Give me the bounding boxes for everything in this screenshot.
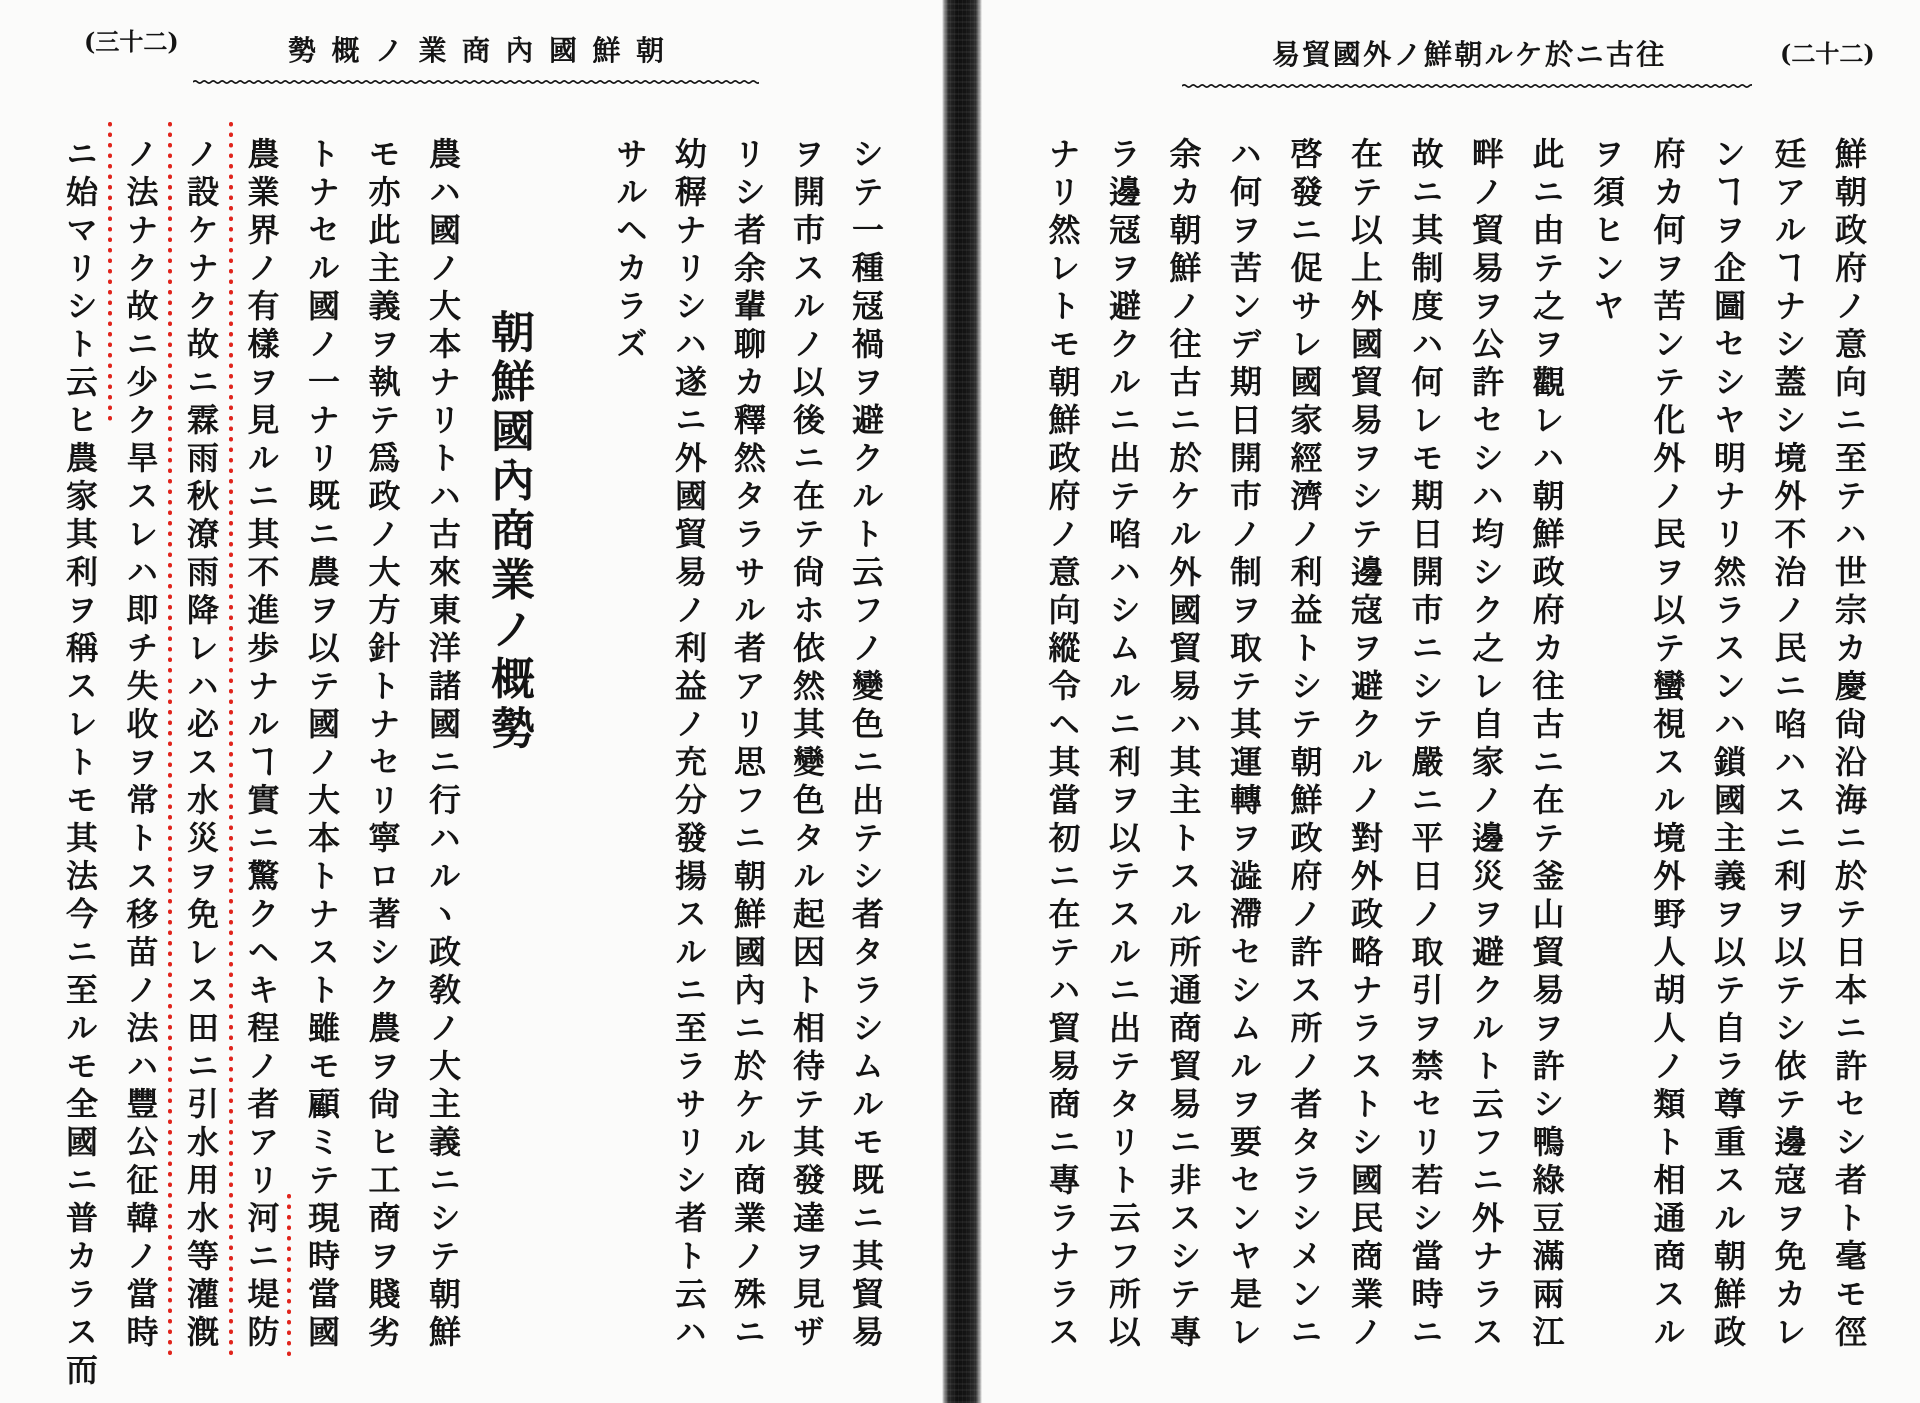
text-column: ラ邊冦ヲ避クルニ出テ啗ハシムルニ利ヲ以テスルニ出テタリト云フ所以 xyxy=(1104,137,1142,1353)
text-column: ノ設ケナク故ニ霖雨秋潦雨降レハ必ス水災ヲ免レス田ニ引水用水等灌漑 xyxy=(182,137,220,1353)
text-column: モ亦此主義ヲ執テ爲政ノ大方針トナセリ寧ロ著シク農ヲ尙ヒ工商ヲ賤劣 xyxy=(363,137,402,1353)
text-column: ンヿヲ企圖セシヤ明ナリ然ラスンハ鎖國主義ヲ以テ自ラ尊重スル朝鮮政 xyxy=(1709,137,1747,1353)
text-column: シテ一種冦禍ヲ避クルト云フノ變色ニ出テシ者タラシムルモ既ニ其貿易 xyxy=(847,137,885,1353)
text-column: 廷アルヿナシ蓋シ境外不治ノ民ニ啗ハスニ利ヲ以テシ依テ邊寇ヲ免カレ xyxy=(1769,137,1808,1353)
running-header: 朝鮮國內商業ノ概勢 xyxy=(288,34,680,67)
right-page xyxy=(982,0,1920,1403)
text-column: 幼稺ナリシハ遂ニ外國貿易ノ利益ノ充分發揚スルニ至ラサリシ者ト云ハ xyxy=(670,137,708,1353)
text-column: リシ者余輩聊カ釋然タラサル者アリ思フニ朝鮮國內ニ於ケル商業ノ殊ニ xyxy=(729,137,767,1353)
page-number: (二十二) xyxy=(1780,39,1875,68)
binding-gutter xyxy=(942,0,982,1403)
text-column: 鮮朝政府ノ意向ニ至テハ世宗カ慶尙沿海ニ於テ日本ニ許セシ者ト毫モ徑 xyxy=(1830,137,1868,1353)
text-column: ナリ然レトモ朝鮮政府ノ意向縱令ヘ其當初ニ在テハ貿易商ニ專ラナラス xyxy=(1043,137,1082,1353)
left-page xyxy=(0,0,942,1403)
header-wavy-rule xyxy=(1182,80,1752,92)
text-column: トナセル國ノ一ナリ既ニ農ヲ以テ國ノ大本トナスト雖モ顧ミテ現時當國 xyxy=(303,137,341,1353)
red-annotation-layer xyxy=(0,0,942,1403)
text-column: 府カ何ヲ苦ンテ化外ノ民ヲ以テ蠻視スル境外野人胡人ノ類ト相通商スル xyxy=(1648,137,1687,1353)
text-column: 啓發ニ促サレ國家經濟ノ利益トシテ朝鮮政府ノ許ス所ノ者タラシメンニ xyxy=(1285,137,1324,1353)
section-heading: 朝鮮國內商業ノ概勢 xyxy=(483,309,534,755)
text-column: 故ニ其制度ハ何レモ期日開市ニシテ嚴ニ平日ノ取引ヲ禁セリ若シ當時ニ xyxy=(1406,137,1445,1353)
text-column: 畔ノ貿易ヲ公許セシハ均シク之レ自家ノ邊災ヲ避クルト云フニ外ナラス xyxy=(1467,137,1505,1353)
running-header: 往古ニ於ケル朝鮮ノ外國貿易 xyxy=(1272,38,1667,71)
text-column: ヲ開市スルノ以後ニ在テ尙ホ依然其變色タル起因ト相待テ其發達ヲ見ザ xyxy=(788,137,826,1353)
text-column: ヲ須ヒンヤ xyxy=(1588,137,1626,327)
text-column: ハ何ヲ苦ンデ期日開市ノ制ヲ取テ其運轉ヲ澁滯セシムルヲ要センヤ是レ xyxy=(1225,137,1263,1353)
page-number: (二十三) xyxy=(84,27,179,56)
text-column: サルヘカラズ xyxy=(611,137,649,365)
text-column: ノ法ナク故ニ少ク旱スレハ即チ失收ヲ常トス移苗ノ法ハ豐公征韓ノ當時 xyxy=(121,137,160,1353)
text-column: 在テ以上外國貿易ヲシテ邊寇ヲ避クルノ對外政略ナラストシ國民商業ノ xyxy=(1346,137,1384,1353)
text-column: 余カ朝鮮ノ往古ニ於ケル外國貿易ハ其主トスル所通商貿易ニ非スシテ專 xyxy=(1164,137,1203,1353)
text-column: 農ハ國ノ大本ナリトハ古來東洋諸國ニ行ハルヽ政敎ノ大主義ニシテ朝鮮 xyxy=(424,137,462,1353)
text-column: 農業界ノ有樣ヲ見ルニ其不進歩ナルヿ實ニ驚クヘキ程ノ者アリ河ニ堤防 xyxy=(242,137,281,1353)
text-column: 此ニ由テ之ヲ觀レハ朝鮮政府カ往古ニ在テ釜山貿易ヲ許シ鴨綠豆滿兩江 xyxy=(1527,137,1566,1353)
text-column: ニ始マリシト云ヒ農家其利ヲ稱スレトモ其法今ニ至ルモ全國ニ普カラス而 xyxy=(61,137,99,1391)
